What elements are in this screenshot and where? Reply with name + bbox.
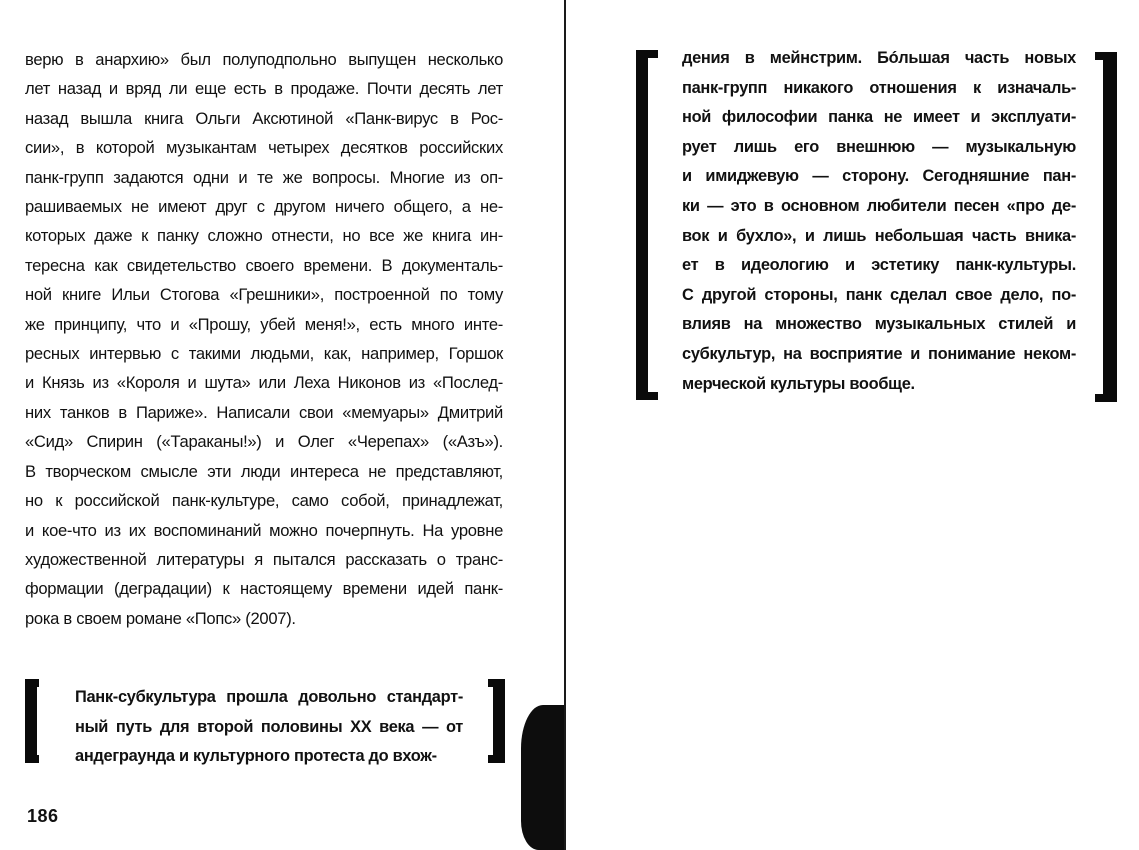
- binding-shadow: [521, 705, 565, 850]
- quote-line: субкультур, на восприятие и понимание неком-: [682, 344, 1076, 363]
- quote-line: мерческой культуры вообще.: [682, 374, 915, 393]
- text-line: тересна как свидетельство своего времени. В документаль-: [25, 255, 503, 275]
- quote-line: рует лишь его внешнюю — музыкальную: [682, 137, 1076, 156]
- text-line: которых даже к панку сложно отнести, но все же книга ин-: [25, 226, 503, 246]
- text-line: формации (деградации) к настоящему времени идей панк-: [25, 579, 503, 599]
- quote-open-bracket: [25, 679, 39, 763]
- quote-line: ный путь для второй половины XX века — от: [75, 717, 463, 736]
- text-line: ресных интервью с такими людьми, как, например, Горшок: [25, 344, 503, 364]
- quote-line: андеграунда и культурного протеста до вхож-: [75, 747, 437, 766]
- pull-quote-left: [75, 683, 463, 772]
- text-line: назад вышла книга Ольги Аксютиной «Панк-вирус в Рос-: [25, 108, 503, 128]
- text-line: же принципу, что и «Прошу, убей меня!», есть много инте-: [25, 314, 503, 334]
- quote-line: ет в идеологию и эстетику панк-культуры.: [682, 256, 1076, 275]
- text-line: В творческом смысле эти люди интереса не представляют,: [25, 461, 503, 481]
- quote-line: панк-групп никакого отношения к изначаль-: [682, 78, 1076, 97]
- text-line: них танков в Париже». Написали свои «мемуары» Дмитрий: [25, 402, 503, 422]
- text-line: и кое-что из их воспоминаний можно почерпнуть. На уровне: [25, 520, 503, 540]
- quote-open-bracket: [636, 50, 658, 400]
- quote-line: влияв на множество музыкальных стилей и: [682, 315, 1076, 334]
- left-page: [0, 0, 565, 850]
- quote-line: ной философии панка не имеет и эксплуати-: [682, 108, 1076, 127]
- left-body-text: [25, 45, 503, 633]
- quote-close-bracket: [488, 679, 505, 763]
- quote-line: Панк-субкультура прошла довольно стандарт-: [75, 688, 463, 706]
- quote-line: и имиджевую — сторону. Сегодняшние пан-: [682, 167, 1076, 186]
- quote-line: ки — это в основном любители песен «про де-: [682, 196, 1076, 215]
- quote-line: дения в мейнстрим. Бóльшая часть новых: [682, 49, 1076, 67]
- quote-close-bracket: [1095, 52, 1117, 402]
- text-line: панк-групп задаются одни и те же вопросы. Многие из оп-: [25, 167, 503, 187]
- text-line: ной книге Ильи Стогова «Грешники», построенной по тому: [25, 285, 503, 305]
- text-line: лет назад и вряд ли еще есть в продаже. Почти десять лет: [25, 79, 503, 99]
- quote-line: С другой стороны, панк сделал свое дело, по-: [682, 285, 1076, 304]
- text-line: рока в своем романе «Попс» (2007).: [25, 608, 296, 628]
- text-line: «Сид» Спирин («Тараканы!») и Олег «Черепах» («Азъ»).: [25, 432, 503, 452]
- text-line: рашиваемых не имеют друг с другом ничего общего, а не-: [25, 197, 503, 217]
- text-line: сии», в которой музыкантам четырех десятков российских: [25, 138, 503, 158]
- quote-line: вок и бухло», и лишь небольшая часть вника-: [682, 226, 1076, 245]
- text-line: художественной литературы я пытался рассказать о транс-: [25, 549, 503, 569]
- text-line: и Князь из «Короля и шута» или Леха Никонов из «Послед-: [25, 373, 503, 393]
- text-line: но к российской панк-культуре, само собой, принадлежат,: [25, 491, 503, 511]
- page-number: 186: [27, 806, 59, 826]
- pull-quote-right: [682, 44, 1076, 399]
- text-line: верю в анархию» был полуподпольно выпущен несколько: [25, 50, 503, 69]
